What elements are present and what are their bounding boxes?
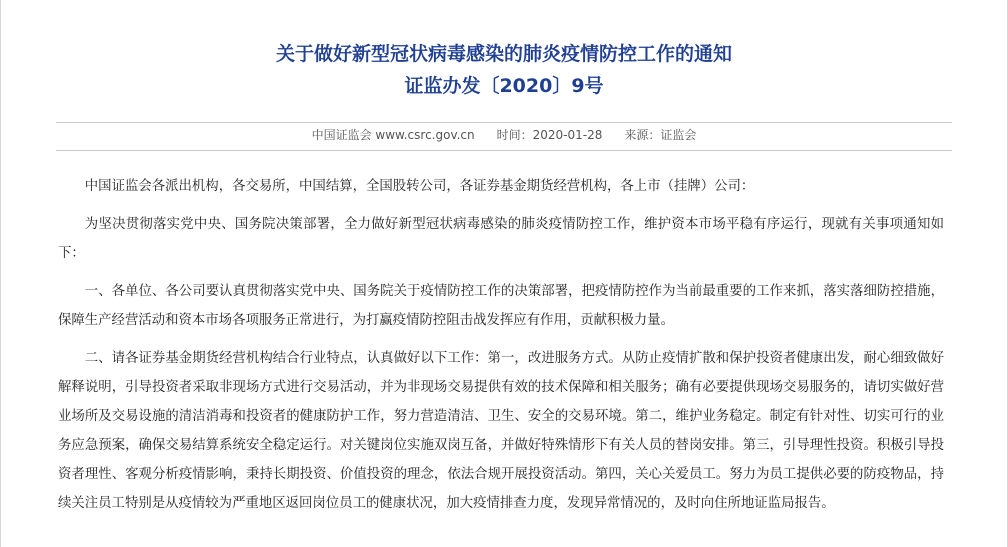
meta-publisher: 中国证监会 www.csrc.gov.cn [311,128,475,142]
notice-title: 关于做好新型冠状病毒感染的肺炎疫情防控工作的通知 [275,43,732,65]
notice-doc-number: 证监办发〔2020〕9号 [404,75,604,97]
notice-body [58,172,944,527]
salutation-paragraph: 中国证监会各派出机构，各交易所，中国结算，全国股转公司，各证券基金期货经营机构，各上市（挂牌）公司： [84,179,755,194]
item-2-paragraph: 二、请各证券基金期货经营机构结合行业特点，认真做好以下工作：第一，改进服务方式。从防止疫情扩散和保护投资者健康出发，耐心细致做好解释说明，引导投资者采取非现场方式进行交易活动，并为非现场交易提供有效的技术保障和相关服务；确有必要提供现场交易服务的，请切实做好营业场所及交易设施的清洁消毒和投资者的健康防护工作，努力营造清洁、卫生、安全的交易环境。第二，维护业务稳定。制定有针对性、切实可行的业务应急预案，确保交易结算系统安全稳定运行。对关键岗位实施双岗互备，并做好特殊情形下有关人员的替岗安排。第三，引导理性投资。积极引导投资者理性、客观分析疫情影响，秉持长期投资、价值投资的理念，依法合规开展投资活动。第四，关心关爱员工。努力为员工提供必要的防疫物品，持续关注员工特别是从疫情较为严重地区返回岗位员工的健康状况，加大疫情排查力度，发现异常情况的，及时向住所地证监局报告。 [58,351,944,511]
meta-date: 时间：2020-01-28 [496,128,603,142]
meta-source: 来源：证监会 [624,128,697,142]
meta-info [0,126,1008,144]
meta-divider-bottom [56,150,952,151]
notice-header [0,38,1008,102]
item-1-paragraph: 一、各单位、各公司要认真贯彻落实党中央、国务院关于疫情防控工作的决策部署，把疫情防控作为当前最重要的工作来抓，落实落细防控措施，保障生产经营活动和资本市场各项服务正常进行，为打赢疫情防控阻击战发挥应有作用，贡献积极力量。 [58,284,944,328]
meta-divider-top [56,122,952,123]
intro-paragraph: 为坚决贯彻落实党中央、国务院决策部署，全力做好新型冠状病毒感染的肺炎疫情防控工作，维护资本市场平稳有序运行，现就有关事项通知如下： [58,217,944,261]
